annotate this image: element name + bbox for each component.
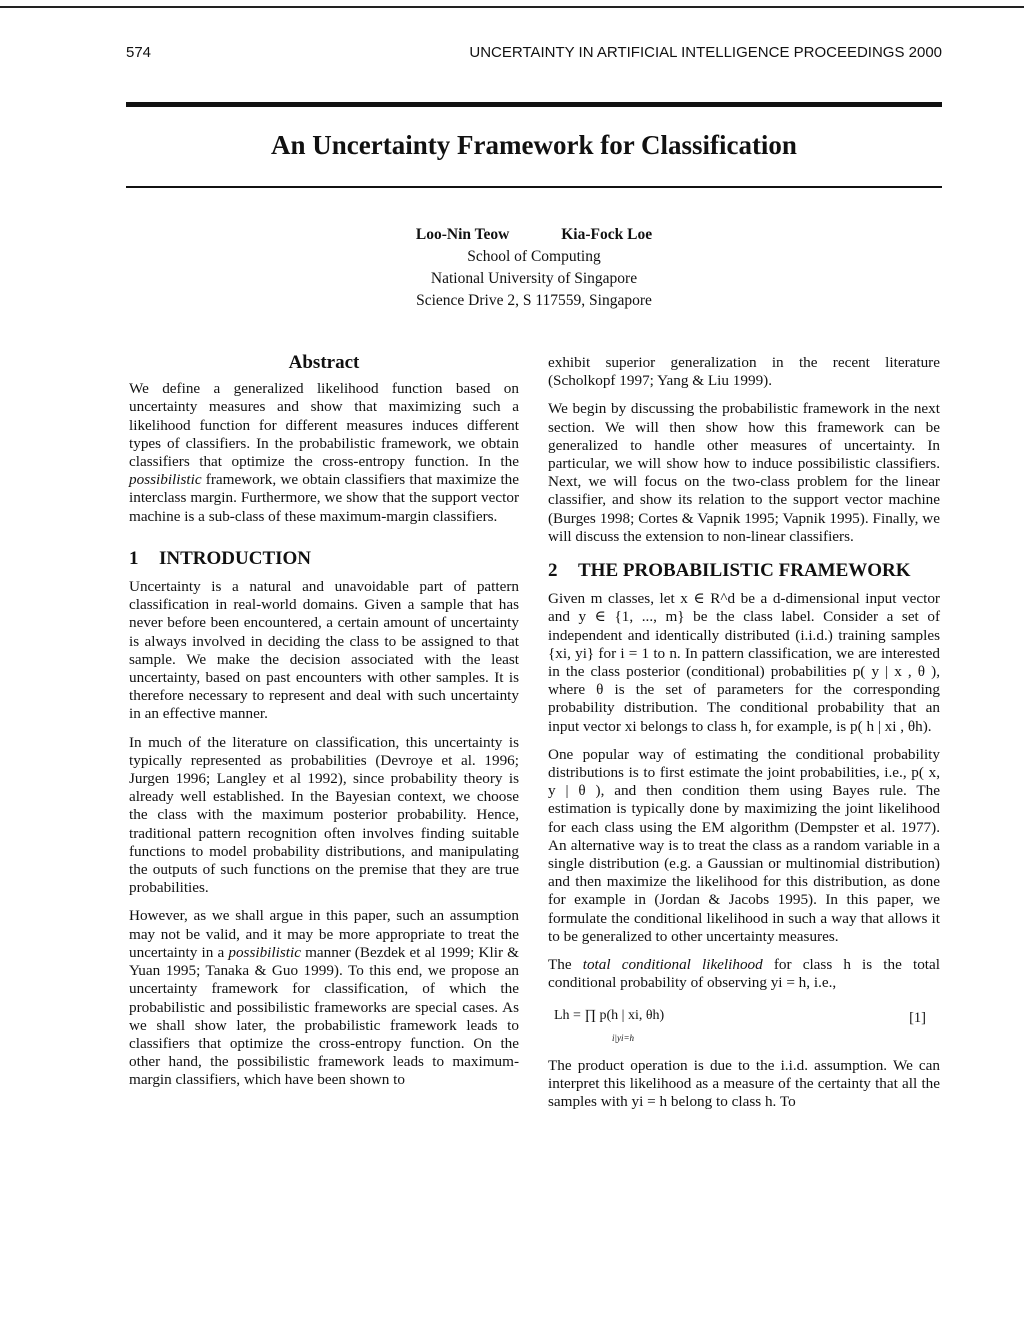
intro-paragraph-5: We begin by discussing the probabilistic framework in the next section. We will then show how this framework can be generalized to handle other measures of uncertainty. In particular, we will show how to induce possibilistic classifiers. Next, we will focus on the two-class problem for the linear classifier, and show its relation to the support vector machine (Burges 1998; Cortes & Vapnik 1995; Vapnik 1995). Finally, we will discuss the extension to non-linear classifiers. — [548, 400, 940, 545]
right-column — [548, 354, 940, 1121]
equation-number: [1] — [909, 1009, 926, 1026]
author-block — [126, 224, 942, 312]
section-1-heading: 1 INTRODUCTION — [129, 547, 312, 569]
intro-paragraph-4: exhibit superior generalization in the recent literature (Scholkopf 1997; Yang & Liu 1999). — [548, 354, 940, 390]
affiliation-university: National University of Singapore — [430, 270, 638, 287]
paper-title: An Uncertainty Framework for Classification — [271, 130, 797, 160]
section2-paragraph-2: One popular way of estimating the conditional probability distributions is to first estimate the joint probabilities, i.e., p( x, y | θ ), and then condition them using Bayes rule. The estimation is typically done by maximizing the joint likelihood for each class using the EM algorithm (Dempster et al. 1977). An alternative way is to treat the class as a random variable in a single distribution (e.g. a Gaussian or multinomial distribution) and then maximize the likelihood for this distribution, as done for example in (Jordan & Jacobs 1995). In this paper, we formulate the conditional likelihood in such a way that allows it to be generalized to other uncertainty measures. — [548, 745, 940, 945]
abstract-text: We define a generalized likelihood function based on uncertainty measures and show that maximizing such a likelihood function for different measures induces different types of classifiers. In the probabilistic framework, we obtain classifiers that optimize the cross-entropy function. In the possibilistic framework, we obtain classifiers that maximize the interclass margin. Furthermore, we show that the support vector machine is a sub-class of these maximum-margin classifiers. — [129, 380, 519, 525]
affiliation-school: School of Computing — [467, 248, 601, 265]
section2-paragraph-3: The total conditional likelihood for class h is the total conditional probability of observing yi = h, i.e., — [548, 956, 940, 992]
left-column — [129, 354, 519, 1100]
section-2-heading: 2 THE PROBABILISTIC FRAMEWORK — [548, 560, 911, 582]
intro-paragraph-1: Uncertainty is a natural and unavoidable part of pattern classification in real-world domains. Given a sample that has never before been encountered, a certain amount of uncertainty is always involved in deciding the class to be assigned to that sample. We make the decision associated with the least uncertainty, based on past encounters with other samples. It is therefore necessary to represent and deal with such uncertainty in an effective manner. — [129, 578, 519, 723]
equation-1 — [548, 1003, 940, 1047]
equation-formula: Lh = ∏ p(h | xi, θh) — [554, 1007, 665, 1023]
page-number: 574 — [126, 44, 152, 61]
title-bottom-rule — [126, 186, 942, 188]
title-top-rule — [126, 102, 942, 107]
author-names — [126, 224, 942, 246]
running-header — [126, 44, 942, 66]
equation-product-subscript: i|yi=h — [612, 1032, 635, 1043]
abstract-heading: Abstract — [288, 352, 360, 373]
affiliation-address: Science Drive 2, S 117559, Singapore — [416, 292, 652, 309]
section2-paragraph-1: Given m classes, let x ∈ R^d be a d-dimensional input vector and y ∈ {1, ..., m} be the class label. Consider a set of independent and identically distributed (i.i.d.) training samples {xi, yi} for i = 1 to n. In pattern classification, we are interested in the class posterior (conditional) probabilities p( y | x , θ ), where θ is the set of parameters for the corresponding probability distribution. The conditional probability that an input vector xi belongs to class h, for example, is p( h | xi , θh). — [548, 590, 940, 735]
author-2: Kia-Fock Loe — [561, 226, 653, 243]
section2-paragraph-4: The product operation is due to the i.i.d. assumption. We can interpret this likelihood as a measure of the certainty that all the samples with yi = h belong to class h. To — [548, 1056, 940, 1110]
author-1: Loo-Nin Teow — [415, 226, 510, 243]
top-border-rule — [0, 6, 1024, 8]
intro-paragraph-3: However, as we shall argue in this paper, such an assumption may not be valid, and it may be more appropriate to treat the uncertainty in a possibilistic manner (Bezdek et al 1999; Klir & Yuan 1995; Tanaka & Guo 1999). To this end, we propose an uncertainty framework for classification, of which the probabilistic and possibilistic frameworks are special cases. As we shall show later, the probabilistic framework leads to classifiers that optimize the cross-entropy function. On the other hand, the possibilistic framework leads to maximum-margin classifiers, which have been shown to — [129, 907, 519, 1089]
intro-paragraph-2: In much of the literature on classification, this uncertainty is typically represented as probabilities (Devroye et al. 1996; Jurgen 1996; Langley et al 1992), since probability theory is already well established. In the Bayesian context, we choose the class with the maximum posterior probability. Hence, traditional pattern recognition often involves finding suitable functions to model probability distributions, and manipulating the outputs of such functions on the premise that they are true probabilities. — [129, 733, 519, 897]
conference-name: UNCERTAINTY IN ARTIFICIAL INTELLIGENCE PROCEEDINGS 2000 — [469, 44, 942, 61]
